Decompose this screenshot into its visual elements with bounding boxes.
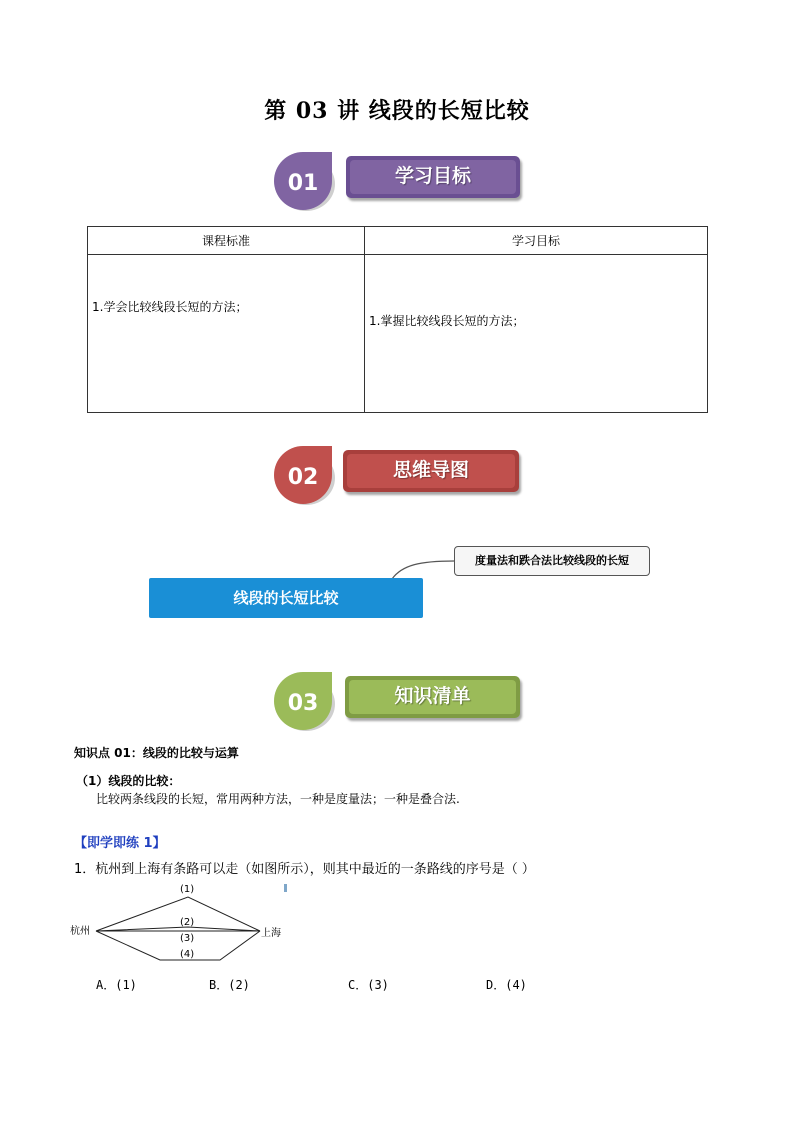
- route-1-label: (1): [180, 884, 195, 895]
- goals-table: [87, 226, 708, 413]
- option-b[interactable]: B．(2): [209, 978, 250, 992]
- table-header-standard: 课程标准: [88, 227, 365, 255]
- hangzhou-label: 杭州: [70, 926, 90, 937]
- section-01-badge: [270, 148, 336, 214]
- route-4-line: [96, 931, 260, 960]
- table-cell-standard: [88, 255, 365, 413]
- route-2-label: (2): [180, 917, 195, 928]
- route-4-label: (4): [180, 949, 195, 960]
- practice-title: 【即学即练 1】: [74, 836, 166, 851]
- section-01-pill: [346, 156, 520, 198]
- route-3-label: (3): [180, 933, 195, 944]
- objective-text: 1.掌握比较线段长短的方法；: [369, 314, 525, 328]
- section-02-pill: [343, 450, 519, 492]
- shanghai-label: 上海: [261, 928, 281, 939]
- section-02-badge: [270, 442, 336, 508]
- option-d[interactable]: D．(4): [486, 978, 527, 992]
- mindmap-root: 线段的长短比较: [149, 578, 423, 618]
- section-02-number: 02: [287, 465, 319, 490]
- mindmap-leaf: 度量法和跌合法比较线段的长短: [454, 546, 650, 576]
- route-figure: [70, 880, 290, 970]
- route-2-line: [96, 927, 260, 931]
- section-03-badge: [270, 668, 336, 734]
- section-03-pill: [345, 676, 520, 718]
- knowledge-point-title: 知识点 01：线段的比较与运算: [74, 746, 239, 760]
- section-01-number: 01: [287, 171, 319, 196]
- section-03-number: 03: [287, 691, 319, 716]
- table-header-objective: 学习目标: [365, 227, 708, 255]
- section-02-label: 思维导图: [392, 459, 469, 481]
- section-03-label: 知识清单: [394, 685, 471, 707]
- knowledge-subtitle: （1）线段的比较：: [76, 774, 181, 788]
- knowledge-paragraph: 比较两条线段的长短，常用两种方法，一种是度量法；一种是叠合法.: [96, 792, 460, 806]
- question-1-text: 1．杭州到上海有条路可以走（如图所示），则其中最近的一条路线的序号是（ ）: [74, 862, 535, 877]
- option-a[interactable]: A．(1): [96, 978, 137, 992]
- option-c[interactable]: C．(3): [348, 978, 389, 992]
- route-1-line: [96, 897, 260, 931]
- page-title: 第 03 讲 线段的长短比较: [264, 98, 530, 124]
- table-cell-objective: [365, 255, 708, 413]
- section-01-label: 学习目标: [394, 165, 471, 187]
- standard-text: 1.学会比较线段长短的方法；: [92, 300, 248, 314]
